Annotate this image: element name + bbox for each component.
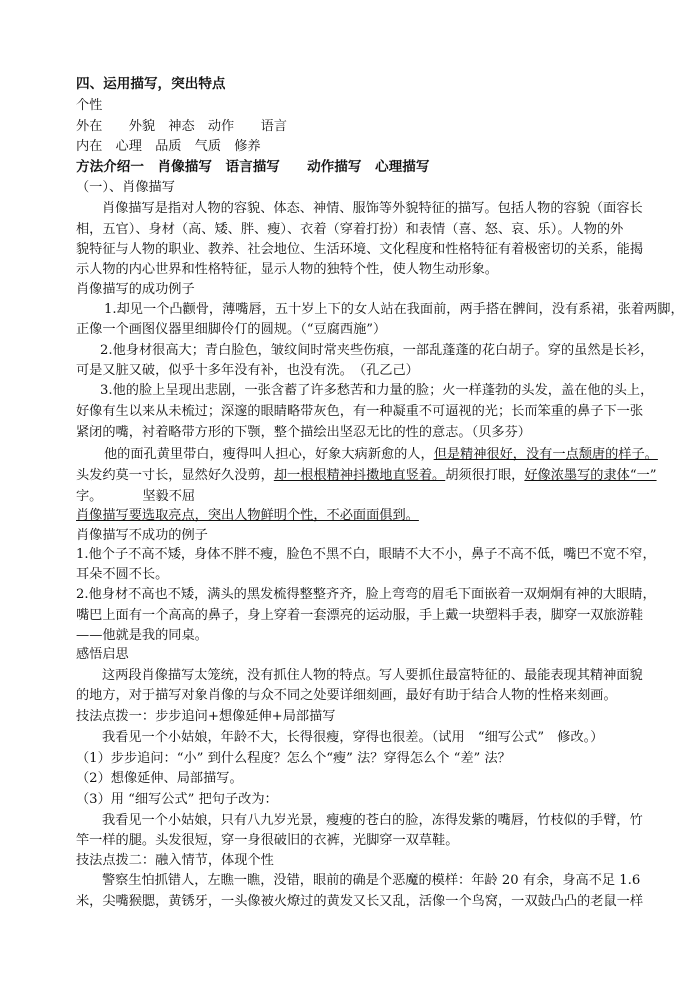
text-line: 相，五官）、身材（高、矮、胖、瘦）、衣着（穿着打扮）和表情（喜、怒、哀、乐）。人物的外 — [76, 222, 624, 237]
text-segment: 头发约莫一寸长，显然好久没剪， — [76, 468, 274, 483]
text-line: 示人物的内心世界和性格特征，显示人物的独特个性，使人物生动形象。 — [76, 262, 498, 277]
text-line: 我看见一个小姑娘，年龄不大，长得很瘦，穿得也很差。（试用 “细写公式” 修改。） — [102, 730, 604, 745]
subheading: 感悟启思 — [76, 647, 129, 662]
text-line: 内在 心理 品质 气质 修养 — [76, 139, 261, 154]
subheading: 技法点拨二：融入情节，体现个性 — [76, 853, 274, 868]
section-heading: 四、运用描写，突出特点 — [76, 76, 226, 92]
text-line: （2）想像延伸、局部描写。 — [76, 771, 243, 786]
text-line: 耳朵不圆不长。 — [76, 567, 169, 582]
text-line: 这两段肖像描写太笼统，没有抓住人物的特点。写人要抓住最富特征的、最能表现其精神面貌 — [102, 668, 643, 683]
text-line: 可是又脏又破，似乎十多年没有补，也没有洗。 （孔乙己） — [76, 363, 419, 378]
text-line: 个性 — [76, 98, 103, 113]
subheading: 肖像描写不成功的例子 — [76, 528, 208, 543]
text-line: 正像一个画图仪器里细脚伶仃的圆规。（“豆腐西施”） — [76, 322, 387, 337]
text-line: 1.他个子不高不矮，身体不胖不瘦，脸色不黑不白，眼睛不大不小，鼻子不高不低，嘴巴不宽不窄， — [76, 547, 656, 562]
text-line — [76, 507, 626, 525]
text-line: 肖像描写是指对人物的容貌、体态、神情、服饰等外貌特征的描写。包括人物的容貌（面容长 — [102, 201, 643, 216]
text-line: 2.他身材很高大；青白脸色，皱纹间时常夹些伤痕，一部乱蓬蓬的花白胡子。穿的虽然是长衫， — [100, 343, 654, 358]
text-line — [76, 446, 658, 464]
method-heading: 方法介绍一 肖像描写 语言描写 动作描写 心理描写 — [76, 159, 430, 175]
text-line: 紧闭的嘴，衬着略带方形的下颚，整个描绘出坚忍无比的性的意志。（贝多芬） — [76, 425, 531, 440]
underlined-text: 肖像描写要选取亮点，突出人物鲜明个性，不必面面俱到。 — [76, 508, 419, 523]
underlined-text: 但是精神很好，没有一点颓唐的样子。 — [433, 447, 658, 462]
text-segment: 字。 — [76, 489, 103, 504]
subheading: 技法点拨一：步步追问+想像延伸+局部描写 — [76, 709, 336, 724]
text-line: 1.却见一个凸颧骨，薄嘴唇，五十岁上下的女人站在我面前，两手搭在髀间，没有系裙，张着两脚， — [104, 302, 684, 317]
underlined-text: 却一根根精神抖擞地直竖着。 — [273, 468, 446, 483]
text-line: （1）步步追问：“小” 到什么程度？怎么个“瘦” 法？穿得怎么个 “差” 法？ — [76, 751, 511, 766]
text-line: ——他就是我的同桌。 — [76, 628, 208, 643]
underlined-text: 好像浓墨写的隶体“一” — [524, 468, 657, 483]
text-segment: 胡须很打眼， — [445, 468, 525, 483]
subheading: （一）、肖像描写 — [76, 180, 175, 195]
text-line: 2.他身材不高也不矮，满头的黑发梳得整整齐齐，脸上弯弯的眉毛下面嵌着一双炯炯有神的大眼睛， — [76, 587, 656, 602]
text-line — [76, 488, 626, 506]
text-line: 嘴巴上面有一个高高的鼻子，身上穿着一套漂亮的运动服，手上戴一块塑料手表，脚穿一双旅游鞋 — [76, 608, 644, 623]
text-line: 警察生怕抓错人，左瞧一瞧，没错，眼前的确是个恶魔的模样：年龄 20 有余，身高不足 1.6 — [102, 873, 641, 888]
text-line — [76, 467, 657, 485]
text-line: 米，尖嘴猴腮，黄锈牙，一头像被火燎过的黄发又长又乱，活像一个鸟窝，一双鼓凸凸的老鼠一样 — [76, 894, 644, 909]
text-line: 的地方，对于描写对象肖像的与众不同之处要详细刻画，最好有助于结合人物的性格来刻画。 — [76, 688, 617, 703]
text-line: 貌特征与人物的职业、教养、社会地位、生活环境、文化程度和性格特征有着极密切的关系，能揭 — [76, 242, 644, 257]
text-line: 外在 外貌 神态 动作 语言 — [76, 119, 287, 134]
text-line: （3）用 “细写公式” 把句子改为： — [76, 792, 278, 807]
text-segment: 坚毅不屈 — [142, 489, 196, 504]
text-line: 我看见一个小姑娘，只有八九岁光景，瘦瘦的苍白的脸，冻得发紫的嘴唇，竹枝似的手臂，竹 — [102, 813, 643, 828]
text-line: 3.他的脸上呈现出悲剧，一张含蓄了许多愁苦和力量的脸；火一样蓬勃的头发，盖在他的头上， — [100, 383, 654, 398]
text-line: 好像有生以来从未梳过；深邃的眼睛略带灰色，有一种凝重不可逼视的光；长而笨重的鼻子下一张 — [76, 404, 644, 419]
subheading: 肖像描写的成功例子 — [76, 282, 195, 297]
text-segment: 他的面孔黄里带白，瘦得叫人担心，好象大病新愈的人， — [104, 447, 434, 462]
text-line: 竿一样的腿。头发很短，穿一身很破旧的衣裤，光脚穿一双草鞋。 — [76, 833, 459, 848]
